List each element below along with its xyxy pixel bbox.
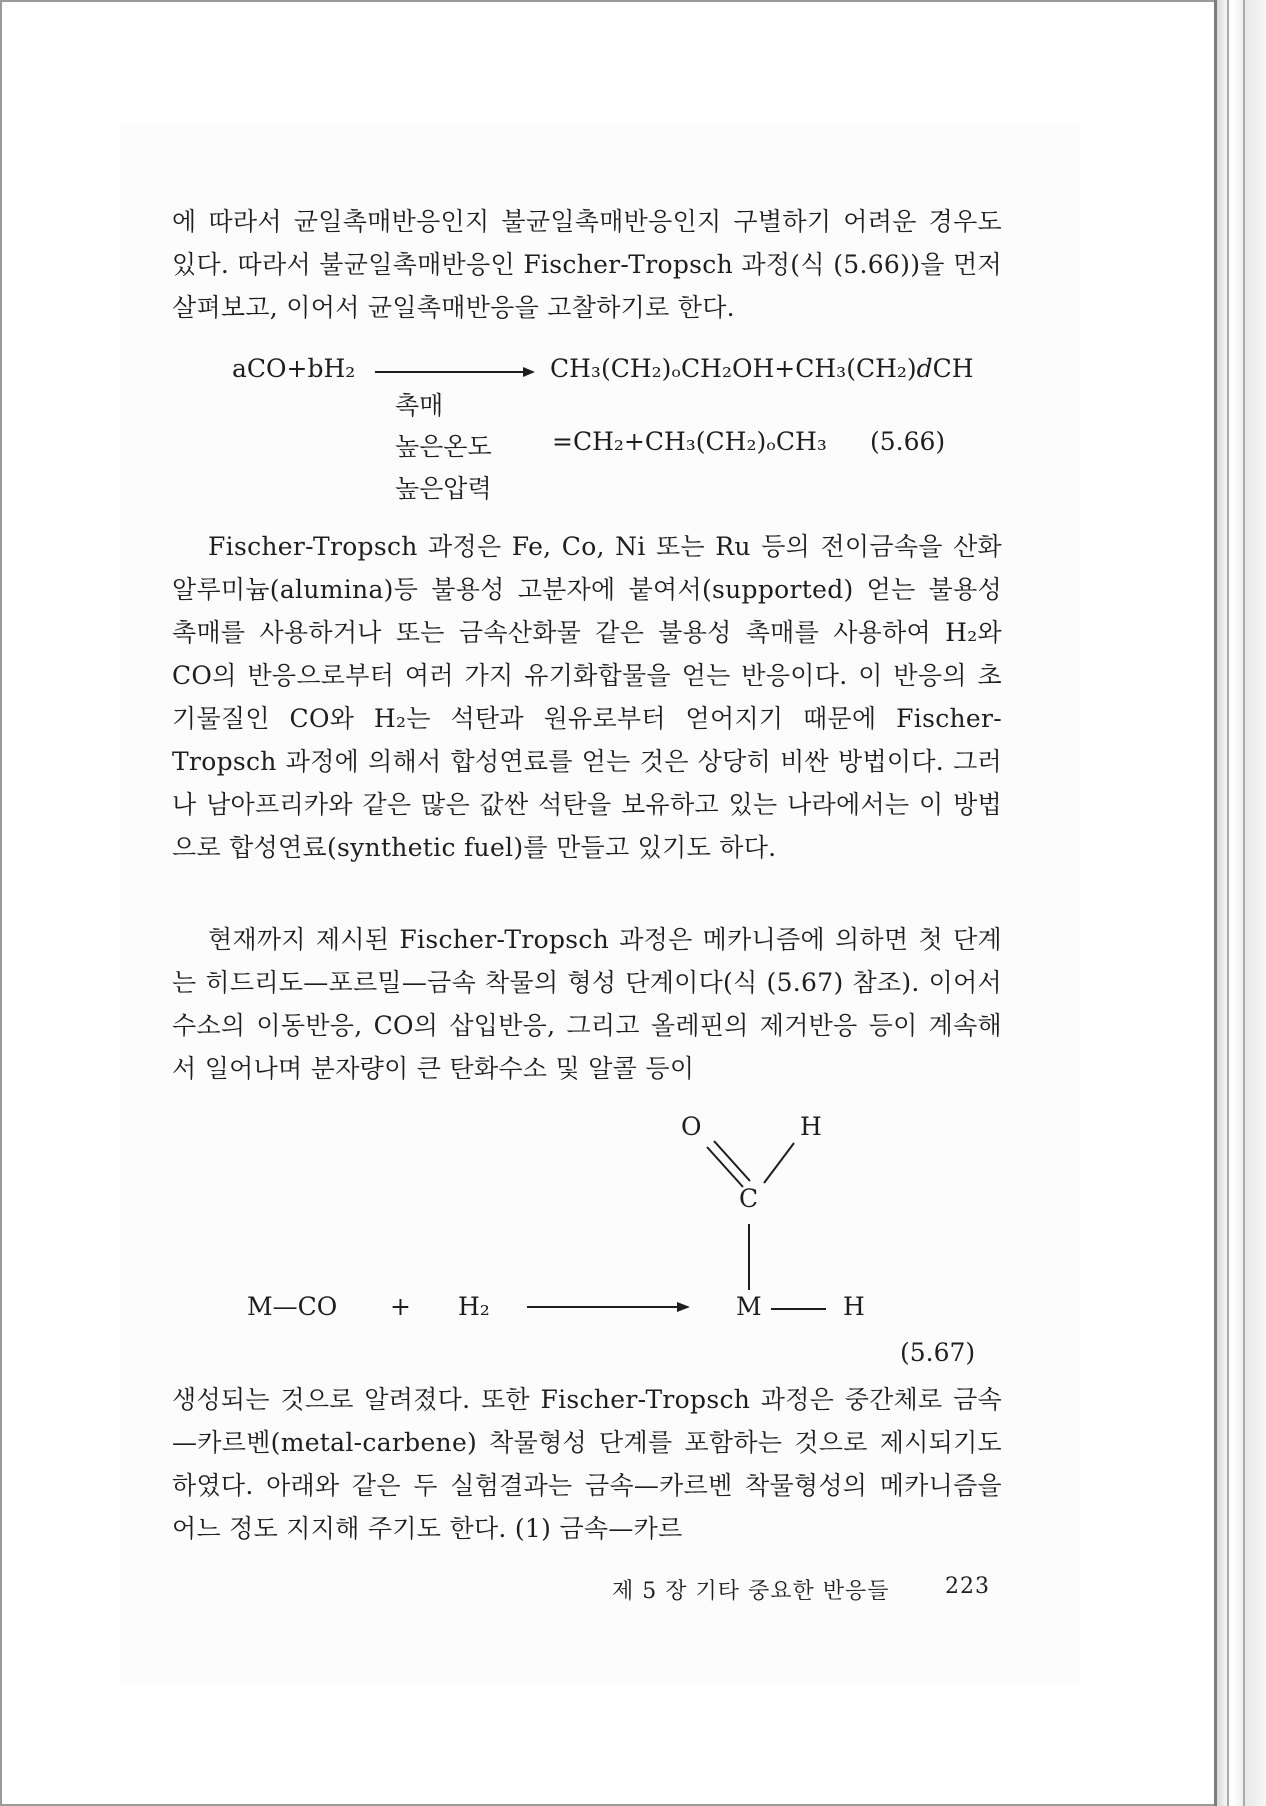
running-footer-chapter: 제 5 장 기타 중요한 반응들 [612,1579,890,1604]
eq-566-condition-pressure: 높은압력 [395,474,492,503]
paragraph-text: 에 따라서 균일촉매반응인지 불균일촉매반응인지 구별하기 어려운 경우도 있다. 따라서 불균일촉매반응인 Fischer-Tropsch 과정(식 (5.66))을 먼저 살펴보고, 이어서 균일촉매반응을 고찰하기로 한다. [172,207,1002,322]
eq-566-condition-temperature: 높은온도 [395,432,492,461]
eq-566-condition-catalyst: 촉매 [395,391,444,420]
eq-567-number: (5.67) [900,1338,976,1367]
eq-566-product-1-main: CH₃(CH₂)ₒCH₂OH+CH₃(CH₂) [550,354,917,383]
eq-567-product-hydrogen: H [843,1292,865,1321]
ch-bond [764,1143,794,1183]
formyl-hydrogen: H [800,1112,822,1141]
eq-566-product-1-tail: CH [932,354,974,383]
eq-566-number: (5.66) [870,427,946,456]
eq-567-arrow-head [677,1302,690,1312]
eq-566-product-1-d: d [916,354,933,383]
formyl-oxygen: O [681,1112,702,1141]
paragraph-text: 생성되는 것으로 알려졌다. 또한 Fischer-Tropsch 과정은 중간체로 금속—카르벤(metal-carbene) 착물형성 단계를 포함하는 것으로 제시되기도 하였다. 아래와 같은 두 실험결과는 금속—카르벤 착물형성의 메카니즘을 어느 정도 지지해 주기도 한다. (1) 금속—카르 [172,1385,1002,1543]
eq-567-reactant-hydrogen: H₂ [458,1292,490,1321]
eq-567-product-metal: M [736,1292,762,1321]
eq-567-plus: + [390,1292,411,1321]
page-number: 223 [945,1574,990,1599]
paragraph-carbene [172,1378,1002,1550]
paragraph-text: 현재까지 제시된 Fischer-Tropsch 과정은 메카니즘에 의하면 첫 단계는 히드리도—포르밀—금속 착물의 형성 단계이다(식 (5.67) 참조). 이어서 수소의 이동반응, CO의 삽입반응, 그리고 올레핀의 제거반응 등이 계속해서 일어나며 분자량이 큰 탄화수소 및 알콜 등이 [172,925,1002,1083]
paragraph-text: Fischer-Tropsch 과정은 Fe, Co, Ni 또는 Ru 등의 전이금속을 산화알루미늄(alumina)등 불용성 고분자에 붙여서(supported) 얻는 불용성 촉매를 사용하거나 또는 금속산화물 같은 불용성 촉매를 사용하여 H₂와 CO의 반응으로부터 여러 가지 유기화합물을 얻는 반응이다. 이 반응의 초기물질인 CO와 H₂는 석탄과 원유로부터 얻어지기 때문에 Fischer-Tropsch 과정에 의해서 합성연료를 얻는 것은 상당히 비싼 방법이다. 그러나 남아프리카와 같은 많은 값싼 석탄을 보유하고 있는 나라에서는 이 방법으로 합성연료(synthetic fuel)를 만들고 있기도 하다. [172,532,1002,862]
eq-566-reactants: aCO+bH₂ [232,354,356,383]
eq-567-reactant-metal-carbonyl: M—CO [247,1292,338,1321]
eq-566-product-2: =CH₂+CH₃(CH₂)ₒCH₃ [552,427,827,456]
formyl-carbon: C [739,1184,759,1213]
